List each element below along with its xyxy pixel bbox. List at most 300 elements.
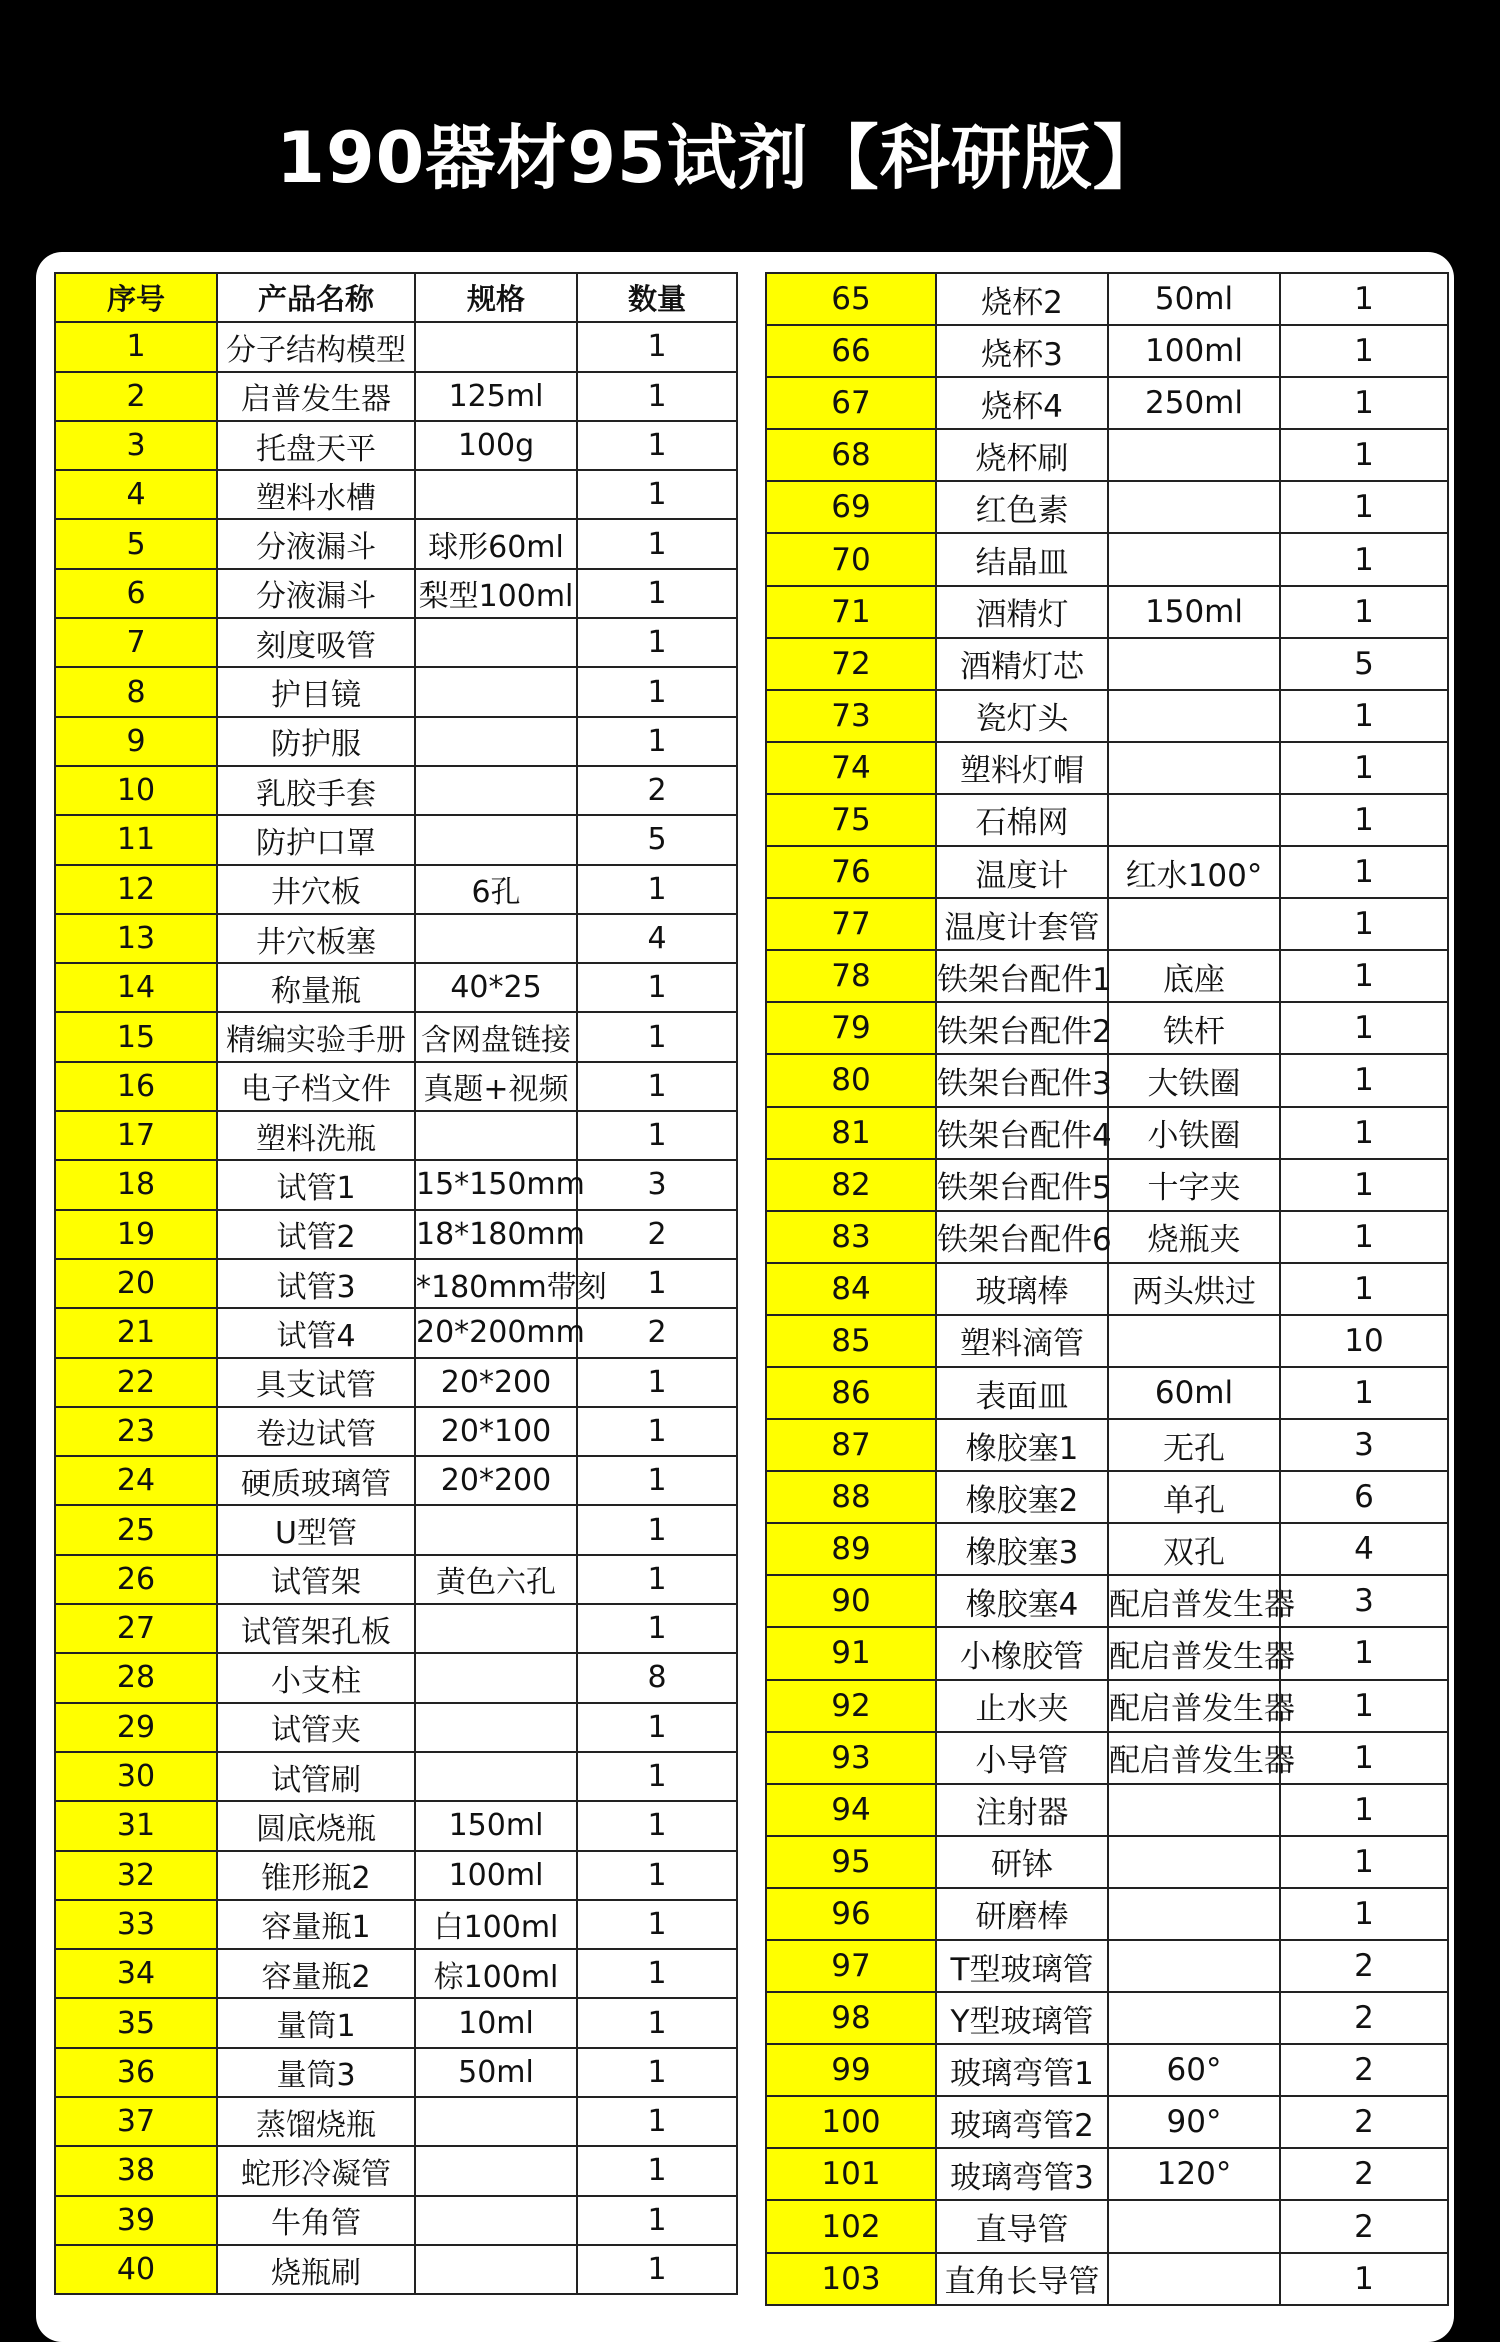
cell-product-name: 烧杯4 (936, 377, 1108, 429)
cell-product-name: 表面皿 (936, 1367, 1108, 1419)
table-row (55, 717, 737, 766)
cell-quantity: 1 (577, 963, 737, 1012)
cell-index: 69 (766, 481, 936, 533)
cell-spec: 20*200 (415, 1456, 577, 1505)
cell-product-name: 研磨棒 (936, 1888, 1108, 1940)
table-row (766, 2096, 1448, 2148)
cell-spec (415, 1752, 577, 1801)
table-row (766, 1054, 1448, 1106)
cell-product-name: 直角长导管 (936, 2253, 1108, 2305)
cell-spec (415, 766, 577, 815)
cell-index: 92 (766, 1680, 936, 1732)
cell-index: 83 (766, 1211, 936, 1263)
cell-quantity: 1 (577, 1851, 737, 1900)
cell-product-name: U型管 (217, 1505, 415, 1554)
cell-index: 8 (55, 667, 217, 716)
cell-index: 76 (766, 846, 936, 898)
cell-product-name: 量筒3 (217, 2048, 415, 2097)
cell-product-name: 试管架 (217, 1555, 415, 1604)
cell-spec (415, 322, 577, 371)
cell-product-name: 石棉网 (936, 794, 1108, 846)
table-row (766, 1263, 1448, 1315)
table-row (766, 377, 1448, 429)
cell-spec: 40*25 (415, 963, 577, 1012)
cell-index: 70 (766, 533, 936, 585)
cell-quantity: 1 (577, 1456, 737, 1505)
cell-index: 21 (55, 1308, 217, 1357)
cell-index: 9 (55, 717, 217, 766)
cell-quantity: 1 (577, 2097, 737, 2146)
cell-quantity: 1 (577, 1505, 737, 1554)
table-row (55, 1653, 737, 1702)
cell-quantity: 1 (577, 322, 737, 371)
table-row (55, 1012, 737, 1061)
equipment-table-right (765, 272, 1449, 2306)
cell-index: 1 (55, 322, 217, 371)
header-quantity: 数量 (577, 273, 737, 322)
cell-quantity: 1 (577, 1111, 737, 1160)
table-row (55, 569, 737, 618)
table-row (766, 586, 1448, 638)
cell-index: 77 (766, 898, 936, 950)
cell-spec: 两头烘过 (1108, 1263, 1280, 1315)
cell-quantity: 1 (577, 667, 737, 716)
table-row (55, 2048, 737, 2097)
cell-quantity: 1 (1280, 429, 1448, 481)
cell-product-name: 铁架台配件2 (936, 1002, 1108, 1054)
cell-quantity: 2 (1280, 1992, 1448, 2044)
table-row (55, 1358, 737, 1407)
cell-index: 15 (55, 1012, 217, 1061)
cell-spec (1108, 794, 1280, 846)
cell-index: 14 (55, 963, 217, 1012)
cell-quantity: 8 (577, 1653, 737, 1702)
cell-product-name: 塑料水槽 (217, 470, 415, 519)
cell-product-name: 结晶皿 (936, 533, 1108, 585)
cell-quantity: 1 (577, 2048, 737, 2097)
cell-spec (415, 618, 577, 667)
cell-spec (415, 717, 577, 766)
cell-quantity: 1 (577, 421, 737, 470)
cell-quantity: 1 (577, 1949, 737, 1998)
cell-quantity: 2 (577, 1210, 737, 1259)
cell-quantity: 1 (1280, 742, 1448, 794)
table-row (55, 470, 737, 519)
cell-product-name: 小支柱 (217, 1653, 415, 1702)
equipment-table-left (54, 272, 738, 2295)
cell-quantity: 1 (577, 1259, 737, 1308)
cell-index: 82 (766, 1159, 936, 1211)
cell-index: 17 (55, 1111, 217, 1160)
cell-spec: 20*200mm (415, 1308, 577, 1357)
cell-spec: 90° (1108, 2096, 1280, 2148)
table-row (766, 1992, 1448, 2044)
cell-quantity: 4 (1280, 1523, 1448, 1575)
cell-spec (1108, 690, 1280, 742)
cell-quantity: 5 (1280, 638, 1448, 690)
cell-product-name: 玻璃棒 (936, 1263, 1108, 1315)
table-row (766, 1627, 1448, 1679)
table-row (766, 1523, 1448, 1575)
table-row (766, 2044, 1448, 2096)
cell-spec (1108, 1784, 1280, 1836)
cell-product-name: 橡胶塞3 (936, 1523, 1108, 1575)
cell-quantity: 1 (577, 1998, 737, 2047)
table-row (55, 322, 737, 371)
cell-spec: 底座 (1108, 950, 1280, 1002)
cell-product-name: 玻璃弯管1 (936, 2044, 1108, 2096)
cell-index: 90 (766, 1575, 936, 1627)
cell-index: 79 (766, 1002, 936, 1054)
header-product-name: 产品名称 (217, 273, 415, 322)
cell-spec (415, 2196, 577, 2245)
cell-spec: 梨型100ml (415, 569, 577, 618)
cell-index: 102 (766, 2200, 936, 2252)
cell-spec (1108, 1836, 1280, 1888)
cell-product-name: 温度计套管 (936, 898, 1108, 950)
cell-product-name: T型玻璃管 (936, 1940, 1108, 1992)
cell-quantity: 1 (1280, 1836, 1448, 1888)
cell-product-name: 护目镜 (217, 667, 415, 716)
table-row (766, 429, 1448, 481)
cell-quantity: 1 (577, 2196, 737, 2245)
cell-spec: 铁杆 (1108, 1002, 1280, 1054)
cell-index: 86 (766, 1367, 936, 1419)
cell-quantity: 1 (577, 1752, 737, 1801)
cell-index: 103 (766, 2253, 936, 2305)
cell-spec (1108, 533, 1280, 585)
cell-spec (415, 2146, 577, 2195)
table-row (55, 1210, 737, 1259)
cell-product-name: 量筒1 (217, 1998, 415, 2047)
cell-product-name: 容量瓶1 (217, 1900, 415, 1949)
table-row (766, 1211, 1448, 1263)
cell-product-name: 试管4 (217, 1308, 415, 1357)
cell-spec (1108, 898, 1280, 950)
cell-spec (415, 815, 577, 864)
table-row (766, 533, 1448, 585)
cell-index: 75 (766, 794, 936, 846)
cell-spec: 十字夹 (1108, 1159, 1280, 1211)
cell-quantity: 4 (577, 914, 737, 963)
cell-spec (1108, 1992, 1280, 2044)
cell-quantity: 1 (577, 1604, 737, 1653)
cell-index: 36 (55, 2048, 217, 2097)
cell-product-name: 酒精灯芯 (936, 638, 1108, 690)
table-row (55, 1505, 737, 1554)
cell-product-name: 牛角管 (217, 2196, 415, 2245)
cell-spec: 球形60ml (415, 519, 577, 568)
cell-quantity: 1 (1280, 1784, 1448, 1836)
cell-product-name: 烧杯2 (936, 273, 1108, 325)
cell-spec (415, 470, 577, 519)
cell-index: 3 (55, 421, 217, 470)
cell-product-name: 温度计 (936, 846, 1108, 898)
cell-index: 20 (55, 1259, 217, 1308)
table-row (55, 1998, 737, 2047)
cell-spec: 含网盘链接 (415, 1012, 577, 1061)
table-row (766, 1367, 1448, 1419)
cell-index: 4 (55, 470, 217, 519)
cell-spec: 黄色六孔 (415, 1555, 577, 1604)
table-row (766, 1940, 1448, 1992)
cell-quantity: 1 (1280, 1732, 1448, 1784)
cell-product-name: 塑料滴管 (936, 1315, 1108, 1367)
cell-quantity: 1 (577, 2146, 737, 2195)
cell-product-name: 止水夹 (936, 1680, 1108, 1732)
cell-spec: 双孔 (1108, 1523, 1280, 1575)
cell-index: 13 (55, 914, 217, 963)
cell-spec: 150ml (415, 1801, 577, 1850)
cell-product-name: 防护服 (217, 717, 415, 766)
cell-index: 81 (766, 1107, 936, 1159)
cell-index: 31 (55, 1801, 217, 1850)
cell-product-name: 瓷灯头 (936, 690, 1108, 742)
cell-index: 28 (55, 1653, 217, 1702)
table-row (766, 1836, 1448, 1888)
cell-spec: 配启普发生器 (1108, 1575, 1280, 1627)
table-row (766, 273, 1448, 325)
cell-quantity: 2 (1280, 1940, 1448, 1992)
cell-index: 23 (55, 1407, 217, 1456)
cell-quantity: 1 (1280, 1159, 1448, 1211)
cell-spec: 真题+视频 (415, 1062, 577, 1111)
cell-index: 18 (55, 1160, 217, 1209)
cell-quantity: 5 (577, 815, 737, 864)
cell-index: 27 (55, 1604, 217, 1653)
table-row (766, 742, 1448, 794)
cell-spec (1108, 2200, 1280, 2252)
cell-spec (415, 914, 577, 963)
cell-index: 101 (766, 2148, 936, 2200)
cell-quantity: 1 (577, 1358, 737, 1407)
cell-index: 34 (55, 1949, 217, 1998)
cell-product-name: 红色素 (936, 481, 1108, 533)
cell-product-name: 刻度吸管 (217, 618, 415, 667)
cell-product-name: 铁架台配件3 (936, 1054, 1108, 1106)
cell-spec: 单孔 (1108, 1471, 1280, 1523)
cell-quantity: 1 (577, 569, 737, 618)
cell-index: 94 (766, 1784, 936, 1836)
table-row (55, 2245, 737, 2294)
cell-spec: 配启普发生器 (1108, 1627, 1280, 1679)
table-row (766, 2148, 1448, 2200)
cell-spec: 大铁圈 (1108, 1054, 1280, 1106)
cell-index: 78 (766, 950, 936, 1002)
table-row (55, 1062, 737, 1111)
cell-spec: 配启普发生器 (1108, 1732, 1280, 1784)
cell-product-name: 玻璃弯管2 (936, 2096, 1108, 2148)
table-row (766, 1107, 1448, 1159)
cell-product-name: 注射器 (936, 1784, 1108, 1836)
cell-product-name: 圆底烧瓶 (217, 1801, 415, 1850)
cell-spec: 60ml (1108, 1367, 1280, 1419)
cell-spec (415, 1505, 577, 1554)
cell-product-name: 防护口罩 (217, 815, 415, 864)
table-row (766, 638, 1448, 690)
cell-quantity: 1 (1280, 481, 1448, 533)
table-row (766, 1732, 1448, 1784)
cell-quantity: 1 (577, 470, 737, 519)
table-row (55, 1308, 737, 1357)
table-row (55, 1407, 737, 1456)
cell-product-name: 小导管 (936, 1732, 1108, 1784)
cell-quantity: 1 (577, 1900, 737, 1949)
cell-index: 33 (55, 1900, 217, 1949)
cell-product-name: 塑料洗瓶 (217, 1111, 415, 1160)
cell-spec: 125ml (415, 372, 577, 421)
cell-spec (1108, 742, 1280, 794)
cell-index: 68 (766, 429, 936, 481)
cell-quantity: 1 (577, 717, 737, 766)
table-row (55, 1111, 737, 1160)
cell-product-name: 电子档文件 (217, 1062, 415, 1111)
table-row (55, 963, 737, 1012)
cell-product-name: 铁架台配件4 (936, 1107, 1108, 1159)
table-row (55, 1604, 737, 1653)
cell-product-name: 橡胶塞2 (936, 1471, 1108, 1523)
cell-quantity: 1 (577, 519, 737, 568)
cell-spec: 50ml (415, 2048, 577, 2097)
cell-quantity: 1 (577, 618, 737, 667)
cell-spec: 红水100° (1108, 846, 1280, 898)
table-row (55, 1555, 737, 1604)
cell-quantity: 1 (1280, 1054, 1448, 1106)
cell-index: 71 (766, 586, 936, 638)
cell-quantity: 3 (1280, 1575, 1448, 1627)
table-row (55, 667, 737, 716)
cell-spec (415, 2097, 577, 2146)
cell-spec (415, 2245, 577, 2294)
table-row (766, 1888, 1448, 1940)
cell-index: 95 (766, 1836, 936, 1888)
cell-quantity: 1 (577, 2245, 737, 2294)
cell-spec: *180mm带刻 (415, 1259, 577, 1308)
table-row (766, 325, 1448, 377)
cell-quantity: 1 (1280, 1107, 1448, 1159)
cell-quantity: 2 (1280, 2148, 1448, 2200)
cell-quantity: 1 (1280, 1680, 1448, 1732)
table-row (55, 815, 737, 864)
cell-index: 72 (766, 638, 936, 690)
table-row (55, 1703, 737, 1752)
table-row (55, 1456, 737, 1505)
cell-index: 73 (766, 690, 936, 742)
cell-product-name: Y型玻璃管 (936, 1992, 1108, 2044)
cell-product-name: 铁架台配件5 (936, 1159, 1108, 1211)
cell-quantity: 1 (1280, 1263, 1448, 1315)
cell-index: 97 (766, 1940, 936, 1992)
cell-index: 39 (55, 2196, 217, 2245)
cell-index: 22 (55, 1358, 217, 1407)
cell-quantity: 10 (1280, 1315, 1448, 1367)
cell-spec: 无孔 (1108, 1419, 1280, 1471)
table-row (766, 1159, 1448, 1211)
table-row (766, 1471, 1448, 1523)
cell-index: 24 (55, 1456, 217, 1505)
cell-quantity: 1 (1280, 1627, 1448, 1679)
cell-spec: 100ml (415, 1851, 577, 1900)
cell-quantity: 1 (1280, 1002, 1448, 1054)
cell-product-name: 托盘天平 (217, 421, 415, 470)
cell-spec (415, 1703, 577, 1752)
cell-index: 5 (55, 519, 217, 568)
cell-product-name: 精编实验手册 (217, 1012, 415, 1061)
cell-quantity: 1 (1280, 846, 1448, 898)
cell-product-name: 塑料灯帽 (936, 742, 1108, 794)
cell-product-name: 称量瓶 (217, 963, 415, 1012)
cell-product-name: 井穴板塞 (217, 914, 415, 963)
cell-index: 30 (55, 1752, 217, 1801)
cell-index: 67 (766, 377, 936, 429)
cell-index: 35 (55, 1998, 217, 2047)
cell-product-name: 锥形瓶2 (217, 1851, 415, 1900)
cell-index: 38 (55, 2146, 217, 2195)
cell-spec: 20*200 (415, 1358, 577, 1407)
cell-index: 65 (766, 273, 936, 325)
cell-product-name: 橡胶塞1 (936, 1419, 1108, 1471)
cell-product-name: 烧瓶刷 (217, 2245, 415, 2294)
cell-quantity: 1 (1280, 1888, 1448, 1940)
cell-index: 2 (55, 372, 217, 421)
cell-index: 29 (55, 1703, 217, 1752)
table-row (55, 618, 737, 667)
cell-spec: 小铁圈 (1108, 1107, 1280, 1159)
cell-index: 91 (766, 1627, 936, 1679)
cell-index: 93 (766, 1732, 936, 1784)
table-row (766, 481, 1448, 533)
cell-quantity: 2 (1280, 2200, 1448, 2252)
cell-quantity: 1 (577, 1801, 737, 1850)
cell-product-name: 容量瓶2 (217, 1949, 415, 1998)
cell-product-name: 试管2 (217, 1210, 415, 1259)
header-index: 序号 (55, 273, 217, 322)
cell-quantity: 1 (1280, 533, 1448, 585)
cell-index: 26 (55, 1555, 217, 1604)
page-title: 190器材95试剂【科研版】 (276, 117, 1164, 199)
cell-index: 6 (55, 569, 217, 618)
cell-spec: 棕100ml (415, 1949, 577, 1998)
table-row (55, 1259, 737, 1308)
table-row (55, 2146, 737, 2195)
cell-index: 74 (766, 742, 936, 794)
table-row (766, 1002, 1448, 1054)
cell-index: 19 (55, 1210, 217, 1259)
cell-product-name: 铁架台配件1 (936, 950, 1108, 1002)
cell-spec: 配启普发生器 (1108, 1680, 1280, 1732)
cell-spec (415, 1111, 577, 1160)
cell-spec: 烧瓶夹 (1108, 1211, 1280, 1263)
cell-product-name: 铁架台配件6 (936, 1211, 1108, 1263)
cell-index: 25 (55, 1505, 217, 1554)
cell-index: 100 (766, 2096, 936, 2148)
table-row (55, 1801, 737, 1850)
cell-product-name: 烧杯刷 (936, 429, 1108, 481)
cell-spec (415, 1653, 577, 1702)
cell-index: 66 (766, 325, 936, 377)
table-row (766, 898, 1448, 950)
cell-product-name: 乳胶手套 (217, 766, 415, 815)
table-row (766, 2253, 1448, 2305)
cell-quantity: 1 (1280, 377, 1448, 429)
table-row (766, 1315, 1448, 1367)
cell-spec (415, 667, 577, 716)
cell-product-name: 研钵 (936, 1836, 1108, 1888)
cell-spec: 6孔 (415, 865, 577, 914)
table-row (55, 372, 737, 421)
cell-product-name: 硬质玻璃管 (217, 1456, 415, 1505)
cell-spec (1108, 1940, 1280, 1992)
